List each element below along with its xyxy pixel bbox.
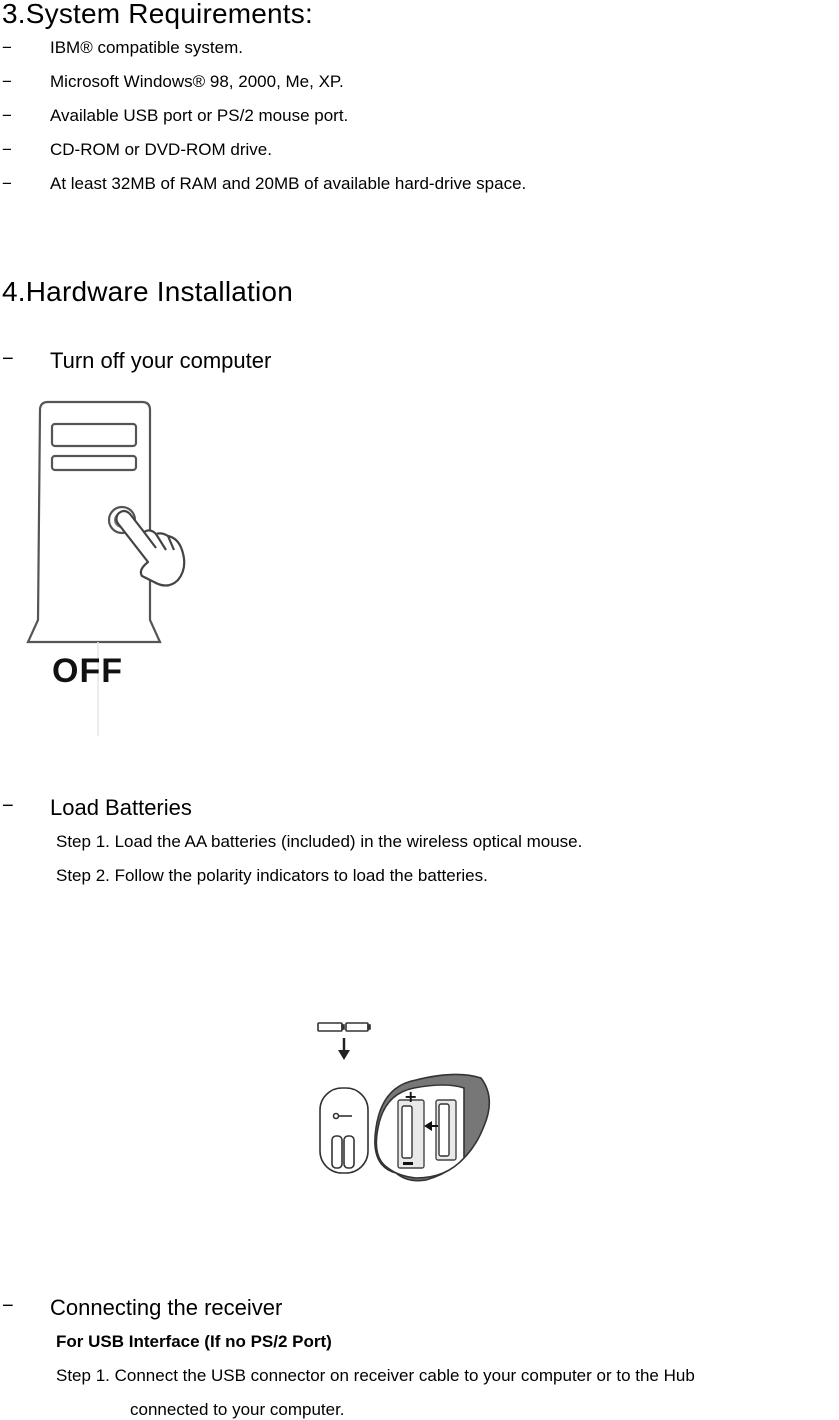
battery-icon <box>318 1023 370 1031</box>
section-title-hardware-installation: 4.Hardware Installation <box>2 276 293 307</box>
battery-step: Step 1. Load the AA batteries (included) in the wireless optical mouse. <box>56 832 583 851</box>
bullet-dash: − <box>2 106 12 125</box>
bullet-dash: − <box>2 140 12 159</box>
requirement-item: Available USB port or PS/2 mouse port. <box>50 106 349 125</box>
bullet-dash: − <box>2 72 12 91</box>
battery-step: Step 2. Follow the polarity indicators to load the batteries. <box>56 866 488 885</box>
heading-load-batteries: Load Batteries <box>50 795 192 820</box>
drive-bay-icon <box>52 456 136 470</box>
requirement-item: Microsoft Windows® 98, 2000, Me, XP. <box>50 72 344 91</box>
requirement-item: IBM® compatible system. <box>50 38 243 57</box>
bullet-dash: − <box>2 795 14 817</box>
requirement-item: CD-ROM or DVD-ROM drive. <box>50 140 272 159</box>
section-title-system-requirements: 3.System Requirements: <box>2 0 313 29</box>
mouse-bottom-icon <box>375 1074 489 1180</box>
receiver-step: Step 1. Connect the USB connector on receiver cable to your computer or to the Hub <box>56 1366 695 1385</box>
down-arrow-icon <box>338 1038 350 1060</box>
svg-text:+: + <box>404 1087 418 1106</box>
receiver-step-continuation: connected to your computer. <box>130 1400 345 1419</box>
battery-cover-icon <box>320 1088 368 1173</box>
heading-connecting-receiver: Connecting the receiver <box>50 1295 283 1320</box>
off-label: OFF <box>52 652 123 690</box>
subheading-usb-interface: For USB Interface (If no PS/2 Port) <box>56 1332 332 1351</box>
bullet-dash: − <box>2 174 12 193</box>
requirement-item: At least 32MB of RAM and 20MB of available hard-drive space. <box>50 174 527 193</box>
bullet-dash: − <box>2 1295 14 1317</box>
bullet-dash: − <box>2 38 12 57</box>
heading-turn-off-computer: Turn off your computer <box>50 348 272 373</box>
bullet-dash: − <box>2 348 14 370</box>
battery-loading-illustration <box>296 1018 496 1188</box>
drive-bay-icon <box>52 424 136 446</box>
